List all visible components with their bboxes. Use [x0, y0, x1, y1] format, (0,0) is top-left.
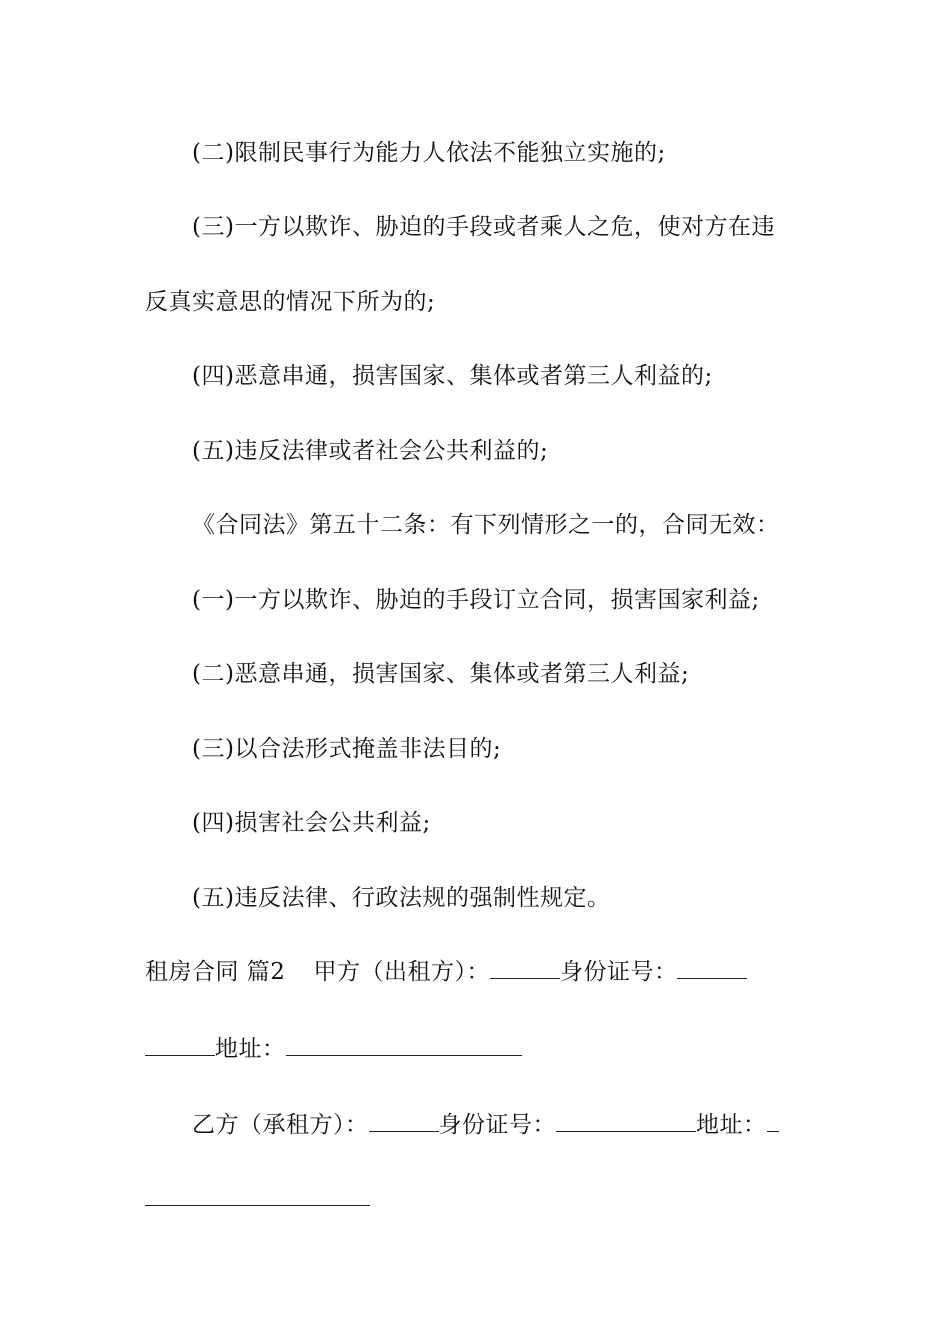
- party-a-id-blank-continued[interactable]: [145, 1035, 215, 1056]
- party-b-id-label: 身份证号：: [438, 1112, 556, 1138]
- clause-line: (三)一方以欺诈、胁迫的手段或者乘人之危，使对方在违: [192, 214, 775, 240]
- party-a-address-blank[interactable]: [286, 1035, 522, 1056]
- clause-line: (五)违反法律、行政法规的强制性规定。: [192, 885, 611, 911]
- party-a-name-blank[interactable]: [490, 958, 560, 979]
- party-b-address-line: [145, 1184, 815, 1214]
- clause-line: (一)一方以欺诈、胁迫的手段订立合同，损害国家利益;: [192, 587, 760, 613]
- party-a-line: [145, 957, 815, 987]
- party-b-name-blank[interactable]: [369, 1111, 439, 1132]
- party-b-address-blank[interactable]: [145, 1185, 370, 1206]
- clause-line: (五)违反法律或者社会公共利益的;: [192, 438, 549, 464]
- law-article-heading: 《合同法》第五十二条：有下列情形之一的，合同无效：: [192, 512, 780, 538]
- clause-line-continued: 反真实意思的情况下所为的;: [145, 289, 436, 315]
- party-a-id-label: 身份证号：: [559, 959, 678, 985]
- party-a-address-label: 地址：: [215, 1036, 286, 1062]
- party-b-label: 乙方（承租方）：: [192, 1112, 369, 1138]
- party-a-label: 甲方（出租方）：: [313, 959, 490, 985]
- contract-heading: 租房合同 篇2: [145, 959, 286, 985]
- clause-line: (二)恶意串通，损害国家、集体或者第三人利益;: [192, 661, 690, 687]
- party-b-line: [192, 1110, 862, 1140]
- party-b-address-blank-start[interactable]: [767, 1111, 779, 1132]
- clause-line: (四)恶意串通，损害国家、集体或者第三人利益的;: [192, 363, 713, 389]
- clause-line: (三)以合法形式掩盖非法目的;: [192, 736, 502, 762]
- party-b-id-blank[interactable]: [556, 1111, 696, 1132]
- party-a-id-blank[interactable]: [677, 958, 747, 979]
- clause-line: (二)限制民事行为能力人依法不能独立实施的;: [192, 140, 666, 166]
- clause-line: (四)损害社会公共利益;: [192, 810, 431, 836]
- party-b-address-label: 地址：: [696, 1112, 767, 1138]
- party-a-address-line: [145, 1034, 815, 1064]
